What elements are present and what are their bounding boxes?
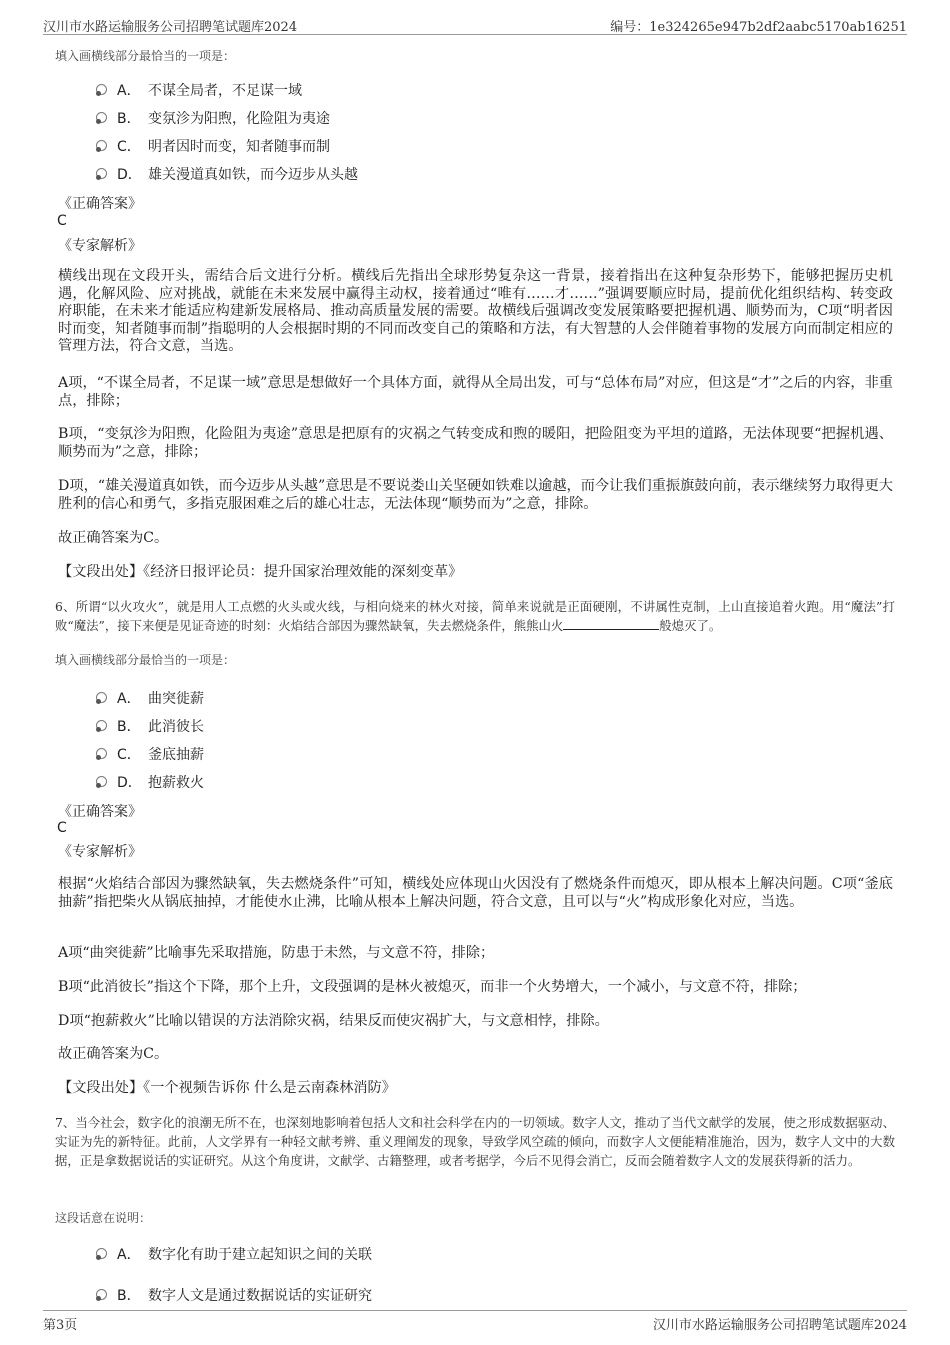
q6-stem: 6、所谓“以火攻火”，就是用人工点燃的火头或火线，与相向烧来的林火对接，简单来说就是正面硬刚，不讲属性克制，上山直接追着火跑。用“魔法”打败“魔法”，接下来便是见证奇迹的时刻：火焰结合部因为骤然缺氧，失去燃烧条件，熊熊山火 般熄灭了。 bbox=[55, 599, 895, 633]
q6-analysis-label: 《专家解析》 bbox=[58, 844, 142, 860]
q7-stem: 7、当今社会，数字化的浪潮无所不在，也深刻地影响着包括人文和社会科学在内的一切领域。数字人文，推动了当代文献学的发展，使之形成数据驱动、实证为先的新特征。此前，人文学界有一种轻文献考辨、重义理阐发的现象，导致学风空疏的倾向，而数字人文便能精准施治，因为，数字人文中的大数据，正是拿数据说话的实证研究。从这个角度讲，文献学、古籍整理，或者考据学，今后不见得会消亡，反而会随着数字人文的发展获得新的活力。 bbox=[55, 1115, 895, 1168]
radio-icon[interactable] bbox=[96, 112, 107, 123]
radio-icon[interactable] bbox=[96, 140, 107, 151]
q5-analysis-paragraph: D项，“雄关漫道真如铁，而今迈步从头越”意思是不要说娄山关坚硬如铁难以逾越，而今让我们重振旗鼓向前，表示继续努力取得更大胜利的信心和勇气，多指克服困难之后的雄心壮志，无法体现“顺势而为”之意，排除。 bbox=[58, 478, 893, 512]
document-code: 1e324265e947b2df2aabc5170ab16251 bbox=[649, 20, 907, 35]
q5-answer-label: 《正确答案》 bbox=[58, 196, 142, 212]
q5-conclusion: 故正确答案为C。 bbox=[58, 530, 169, 546]
radio-icon[interactable] bbox=[96, 692, 107, 703]
q6-analysis-paragraph: A项“曲突徙薪”比喻事先采取措施，防患于未然，与文意不符，排除； bbox=[58, 945, 495, 961]
radio-icon[interactable] bbox=[96, 776, 107, 787]
q5-source: 【文段出处】《经济日报评论员：提升国家治理效能的深刻变革》 bbox=[58, 564, 463, 580]
q6-answer-label: 《正确答案》 bbox=[58, 804, 142, 820]
q5-analysis-paragraph: A项，“不谋全局者，不足谋一域”意思是想做好一个具体方面，就得从全局出发，可与“总体布局”对应，但这是“才”之后的内容，非重点，排除； bbox=[58, 375, 893, 409]
radio-icon[interactable] bbox=[96, 1289, 107, 1300]
header-code: 编号：1e324265e947b2df2aabc5170ab16251 bbox=[610, 20, 907, 35]
q6-analysis-paragraph: D项“抱薪救火”比喻以错误的方法消除灾祸，结果反而使灾祸扩大，与文意相悖，排除。 bbox=[58, 1013, 609, 1029]
q5-analysis-paragraph: B项，“变氛沴为阳煦，化险阻为夷途”意思是把原有的灾祸之气转变成和煦的暖阳，把险阻变为平坦的道路，无法体现要“把握机遇、顺势而为”之意，排除； bbox=[58, 426, 893, 460]
page-footer bbox=[43, 1310, 907, 1333]
q5-analysis-paragraph: 横线出现在文段开头，需结合后文进行分析。横线后先指出全球形势复杂这一背景，接着指出在这种复杂形势下，能够把握历史机遇，化解风险、应对挑战，就能在未来发展中赢得主动权，接着通过“唯有……才……”强调要顺应时局，提前优化组织结构、转变政府职能，在未来才能适应构建新发展格局、推动高质量发展的需要。故横线后强调改变发展策略要把握机遇、顺势而为，C项“明者因时而变，知者随事而制”指聪明的人会根据时期的不同而改变自己的策略和方法，有大智慧的人会伴随着事物的发展方向而制定相应的管理方法，符合文意，当选。 bbox=[58, 268, 893, 354]
radio-icon[interactable] bbox=[96, 168, 107, 179]
q6-prompt: 填入画横线部分最恰当的一项是： bbox=[55, 653, 236, 667]
radio-icon[interactable] bbox=[96, 84, 107, 95]
q6-source: 【文段出处】《一个视频告诉你 什么是云南森林消防》 bbox=[58, 1080, 396, 1096]
radio-icon[interactable] bbox=[96, 720, 107, 731]
q5-analysis-label: 《专家解析》 bbox=[58, 238, 142, 254]
answer-blank bbox=[563, 617, 659, 630]
q6-analysis-paragraph: 根据“火焰结合部因为骤然缺氧，失去燃烧条件”可知，横线处应体现山火因没有了燃烧条件而熄灭，即从根本上解决问题。C项“釜底抽薪”指把柴火从锅底抽掉，才能使水止沸，比喻从根本上解决问题，符合文意，且可以与“火”构成形象化对应，当选。 bbox=[58, 876, 893, 910]
radio-icon[interactable] bbox=[96, 748, 107, 759]
q6-conclusion: 故正确答案为C。 bbox=[58, 1046, 169, 1062]
q5-answer: C bbox=[57, 213, 67, 229]
header-title: 汉川市水路运输服务公司招聘笔试题库2024 bbox=[43, 20, 298, 35]
q7-prompt: 这段话意在说明： bbox=[55, 1211, 152, 1225]
q6-analysis-paragraph: B项“此消彼长”指这个下降，那个上升，文段强调的是林火被熄灭，而非一个火势增大，一个减小，与文意不符，排除； bbox=[58, 979, 807, 995]
q5-prompt: 填入画横线部分最恰当的一项是： bbox=[55, 49, 236, 63]
radio-icon[interactable] bbox=[96, 1248, 107, 1259]
page-header bbox=[43, 14, 907, 35]
page-number: 第3页 bbox=[43, 1318, 78, 1333]
q6-answer: C bbox=[57, 820, 67, 836]
footer-title: 汉川市水路运输服务公司招聘笔试题库2024 bbox=[652, 1318, 907, 1333]
